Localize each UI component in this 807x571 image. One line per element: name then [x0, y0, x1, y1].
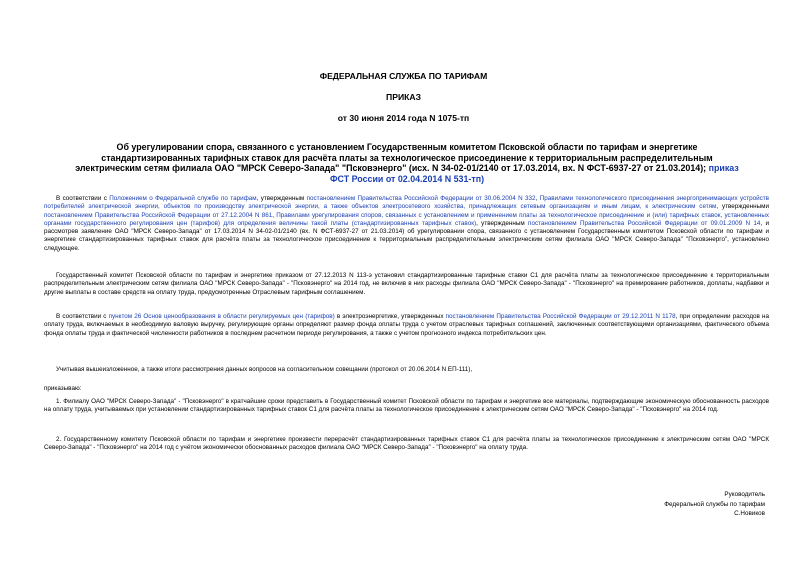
link-dispute-rules[interactable]: Правилами урегулирования споров, связанных с установлением и применением платы за технологическое присоединение и (или) тарифных ставок, установленных органами государственного регулирования цен (тарифов) для определения величины такой платы (стандартизированных тарифных ставок) [44, 211, 770, 227]
text: В соответствии с [56, 195, 110, 202]
link-decree-332[interactable]: постановлением Правительства Российской Федерации от 30.06.2004 N 332 [306, 195, 536, 202]
signatory-organization: Федеральной службы по тарифам [664, 500, 765, 508]
paragraph-text: приказываю: [44, 385, 82, 392]
document-subject [68, 142, 746, 184]
paragraph-considering [44, 366, 769, 374]
subject-amendment-link[interactable]: приказ ФСТ России от 02.04.2014 N 531-тп) [329, 163, 739, 184]
text: , утвержденным [476, 219, 529, 227]
paragraph-text: 2. Государственному комитету Псковской области по тарифам и энергетике произвести перерасчёт стандартизированных тарифных ставок С1 для расчёта платы за технологическое присоединение к электрическим сетям ОАО "МРСК Северо-Запада" - "Псковэнерго" на 2014 год с учётом экономически обоснованных расходов филиала ОАО "МРСК Северо-Запада" - "Псковэнерго" на оплату труда. [44, 436, 769, 452]
link-fts-regulation[interactable]: Положением о Федеральной службе по тарифам [109, 195, 257, 202]
link-decree-1178[interactable]: постановлением Правительства Российской Федерации от 29.12.2011 N 1178 [445, 313, 676, 320]
text: , при определении расходов на оплату труда, включаемых в необходимую валовую выручку, регулирующие органы определяют размер фонда оплаты труда с учетом отраслевых тарифных соглашений, заключенных соответствующими организациями, фактического объема фонда оплаты труда и фактической численности работников в последнем расчетном периоде регулирования, а также с учетом прогнозного индекса потребительских цен. [44, 313, 769, 337]
paragraph-findings [44, 272, 769, 297]
link-connection-rules[interactable]: Правилами технологического присоединения энергопринимающих устройств потребителей электрической энергии, объектов по производству электрической энергии, а также объектов электросетевого хозяйства, принадлежащих сетевым организациям и иным лицам, к электрическим сетям [44, 195, 770, 211]
signatory-name: С.Новиков [734, 510, 765, 517]
document-type: ПРИКАЗ [386, 92, 421, 102]
order-item-2 [44, 436, 769, 453]
text: , [535, 195, 540, 202]
document-date: от 30 июня 2014 года N 1075-тп [337, 113, 470, 123]
text: , утвержденными [716, 203, 769, 211]
text: В соответствии с [56, 313, 109, 320]
paragraph-legal-basis [44, 195, 769, 253]
link-decree-14[interactable]: постановлением Правительства Российской Федерации от 09.01.2009 N 14 [528, 219, 761, 227]
text: , утвержденным [256, 195, 307, 202]
paragraph-text: Государственный комитет Псковской области по тарифам и энергетике приказом от 27.12.2013 N 113-э установил стандартизированные тарифные ставки С1 для расчёта платы за технологическое присоединение к территориальным распределительным электрическим сетям филиала ОАО "МРСК Северо-Запада" - "Псковэнерго" на 2014 год, не включив в них расходы филиала ОАО "МРСК Северо-Запада" - "Псковэнерго" на премирование работников, доплаты, надбавки и другие выплаты в составе средств на оплату труда, предусмотренные Отраслевым тарифным соглашением. [44, 272, 769, 296]
order-item-1 [44, 398, 769, 415]
text: , [272, 211, 277, 219]
paragraph-order-word [44, 385, 769, 393]
text: , и рассмотрев заявление ОАО "МРСК Северо-Запада" от 17.03.2014 N 34-02-01/2140 (вх. N ФСТ-6937-27 от 21.03.2014) об урегулировании спора, связанного с установлением Государственным комитетом Псковской области по тарифам и энергетике стандартизированных тарифных ставок для расчёта платы за технологическое присоединение к территориальным распределительным электрическим сетям филиала ОАО "МРСК Северо-Запада" "Псковэнерго", установлено следующее. [44, 219, 769, 252]
signature-block [664, 490, 765, 519]
paragraph-text: Учитывая вышеизложенное, а также итоги рассмотрения данных вопросов на согласительном совещании (протокол от 20.06.2014 N ЕП-111), [56, 366, 473, 373]
paragraph-pricing-basis [44, 313, 769, 338]
subject-text: Об урегулировании спора, связанного с установлением Государственным комитетом Псковской области по тарифам и энергетике стандартизированных тарифных ставок для расчёта платы за технологическое присоединение к территориальным распределительным электрическим сетям филиала ОАО "МРСК Северо-Запада" "Псковэнерго" (исх. N 34-02-01/2140 от 17.03.2014, вх. N ФСТ-6937-27 от 21.03.2014); [75, 142, 713, 173]
link-decree-861[interactable]: постановлением Правительства Российской Федерации от 27.12.2004 N 861 [44, 211, 273, 219]
link-pricing-fundamentals[interactable]: пунктом 26 Основ ценообразования в области регулируемых цен (тарифов) [108, 313, 335, 320]
text: в электроэнергетике, утвержденных [334, 313, 446, 320]
paragraph-text: 1. Филиалу ОАО "МРСК Северо-Запада" - "Псковэнерго" в кратчайшие сроки представить в Государственный комитет Псковской области по тарифам и энергетике все материалы, подтверждающие экономическую обоснованность расходов на оплату труда, учитываемых при установлении стандартизированных тарифных ставок С1 для расчёта платы за технологическое присоединение к электрическим сетям ОАО "МРСК Северо-Запада" - "Псковэнерго" на 2014 год. [44, 398, 769, 414]
issuing-authority: ФЕДЕРАЛЬНАЯ СЛУЖБА ПО ТАРИФАМ [319, 71, 488, 81]
signatory-title: Руководитель [724, 491, 765, 498]
